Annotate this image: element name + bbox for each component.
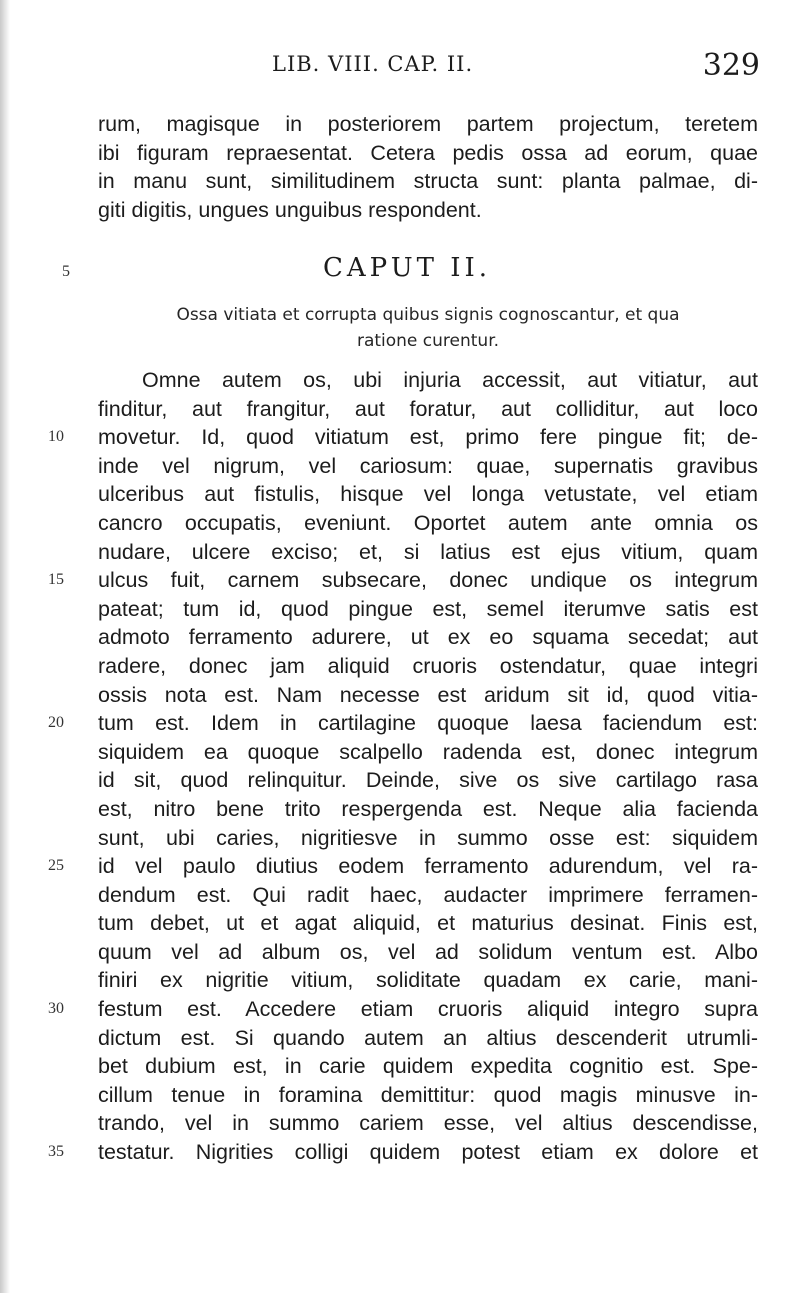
line-text: dendum est. Qui radit haec, audacter imprimere ferramen- bbox=[98, 882, 758, 907]
line-text: cillum tenue in foramina demittitur: quod magis minusve in- bbox=[98, 1082, 758, 1107]
text-line: in manu sunt, similitudinem structa sunt: planta palmae, di- bbox=[98, 169, 758, 194]
top-paragraph bbox=[98, 110, 758, 224]
line-text: cancro occupatis, eveniunt. Oportet autem ante omnia os bbox=[98, 510, 758, 535]
text-line bbox=[98, 1081, 758, 1110]
line-number: 10 bbox=[48, 428, 64, 446]
summary-line: ratione curentur. bbox=[356, 331, 500, 351]
chapter-summary bbox=[128, 302, 728, 354]
line-text: radere, donec jam aliquid cruoris ostendatur, quae integri bbox=[98, 653, 758, 678]
text-line bbox=[98, 452, 758, 481]
line-text: movetur. Id, quod vitiatum est, primo fere pingue fit; de- bbox=[98, 425, 758, 450]
text-line: giti digitis, ungues unguibus respondent. bbox=[98, 197, 482, 222]
text-line bbox=[98, 395, 758, 424]
line-text: ossis nota est. Nam necesse est aridum sit id, quod vitia- bbox=[98, 682, 758, 707]
line-text: inde vel nigrum, vel cariosum: quae, supernatis gravibus bbox=[98, 453, 758, 478]
line-number: 30 bbox=[48, 1000, 64, 1018]
text-line bbox=[98, 795, 758, 824]
binding-edge bbox=[0, 0, 10, 1293]
text-line bbox=[48, 423, 758, 452]
line-text: pateat; tum id, quod pingue est, semel iterumve satis est bbox=[98, 596, 758, 621]
text-line bbox=[98, 623, 758, 652]
text-line bbox=[48, 995, 758, 1024]
text-line bbox=[98, 738, 758, 767]
line-number: 35 bbox=[48, 1143, 64, 1161]
page-number: 329 bbox=[702, 48, 760, 83]
text-line bbox=[98, 909, 758, 938]
text-line bbox=[98, 824, 758, 853]
body-text bbox=[48, 366, 758, 1167]
text-line bbox=[48, 566, 758, 595]
text-line bbox=[98, 509, 758, 538]
line-number: 25 bbox=[48, 857, 64, 875]
line-text: id sit, quod relinquitur. Deinde, sive os sive cartilago rasa bbox=[98, 768, 758, 793]
line-number: 20 bbox=[48, 714, 64, 732]
line-text: Omne autem os, ubi injuria accessit, aut vitiatur, aut bbox=[142, 368, 758, 392]
line-text: quum vel ad album os, vel ad solidum ventum est. Albo bbox=[98, 939, 758, 964]
running-head: LIB. VIII. CAP. II. bbox=[272, 52, 474, 76]
text-line bbox=[98, 480, 758, 509]
line-text: admoto ferramento adurere, ut ex eo squama secedat; aut bbox=[98, 625, 758, 650]
text-line bbox=[98, 1024, 758, 1053]
line-text: festum est. Accedere etiam cruoris aliquid integro supra bbox=[98, 997, 758, 1022]
text-line bbox=[98, 366, 758, 395]
text-line bbox=[98, 681, 758, 710]
text-line bbox=[98, 652, 758, 681]
text-line bbox=[98, 1052, 758, 1081]
line-text: ulceribus aut fistulis, hisque vel longa vetustate, vel etiam bbox=[98, 482, 758, 507]
line-text: bet dubium est, in carie quidem expedita cognitio est. Spe- bbox=[98, 1054, 758, 1079]
line-text: finditur, aut frangitur, aut foratur, aut colliditur, aut loco bbox=[98, 396, 758, 421]
line-text: tum est. Idem in cartilagine quoque laesa faciendum est: bbox=[98, 711, 758, 736]
text-line bbox=[98, 881, 758, 910]
text-line: rum, magisque in posteriorem partem projectum, teretem bbox=[98, 112, 758, 136]
text-line bbox=[98, 595, 758, 624]
line-text: siquidem ea quoque scalpello radenda est, donec integrum bbox=[98, 739, 758, 764]
text-line bbox=[98, 538, 758, 567]
line-text: sunt, ubi caries, nigritiesve in summo osse est: siquidem bbox=[98, 825, 758, 850]
line-text: id vel paulo diutius eodem ferramento adurendum, vel ra- bbox=[98, 854, 758, 879]
line-text: testatur. Nigrities colligi quidem potest etiam ex dolore et bbox=[98, 1140, 758, 1165]
line-text: ulcus fuit, carnem subsecare, donec undique os integrum bbox=[98, 568, 758, 593]
text-line bbox=[98, 766, 758, 795]
text-line bbox=[98, 1109, 758, 1138]
text-line bbox=[48, 1138, 758, 1167]
line-number: 5 bbox=[62, 263, 70, 280]
text-line bbox=[48, 852, 758, 881]
line-text: tum debet, ut et agat aliquid, et maturius desinat. Finis est, bbox=[98, 911, 758, 936]
text-line bbox=[48, 709, 758, 738]
text-line bbox=[98, 966, 758, 995]
line-text: est, nitro bene trito respergenda est. Neque alia facienda bbox=[98, 796, 758, 821]
text-line bbox=[98, 938, 758, 967]
line-number: 15 bbox=[48, 571, 64, 589]
line-text: finiri ex nigritie vitium, soliditate quadam ex carie, mani- bbox=[98, 968, 758, 993]
page-header bbox=[0, 48, 800, 92]
text-line: ibi figuram repraesentat. Cetera pedis ossa ad eorum, quae bbox=[98, 140, 758, 165]
line-text: dictum est. Si quando autem an altius descenderit utrumli- bbox=[98, 1025, 758, 1050]
chapter-title: CAPUT II. bbox=[323, 253, 492, 283]
line-text: trando, vel in summo cariem esse, vel altius descendisse, bbox=[98, 1111, 758, 1136]
chapter-heading bbox=[0, 253, 800, 289]
line-text: nudare, ulcere exciso; et, si latius est ejus vitium, quam bbox=[98, 539, 758, 564]
summary-line: Ossa vitiata et corrupta quibus signis cognoscantur, et qua bbox=[176, 305, 680, 325]
